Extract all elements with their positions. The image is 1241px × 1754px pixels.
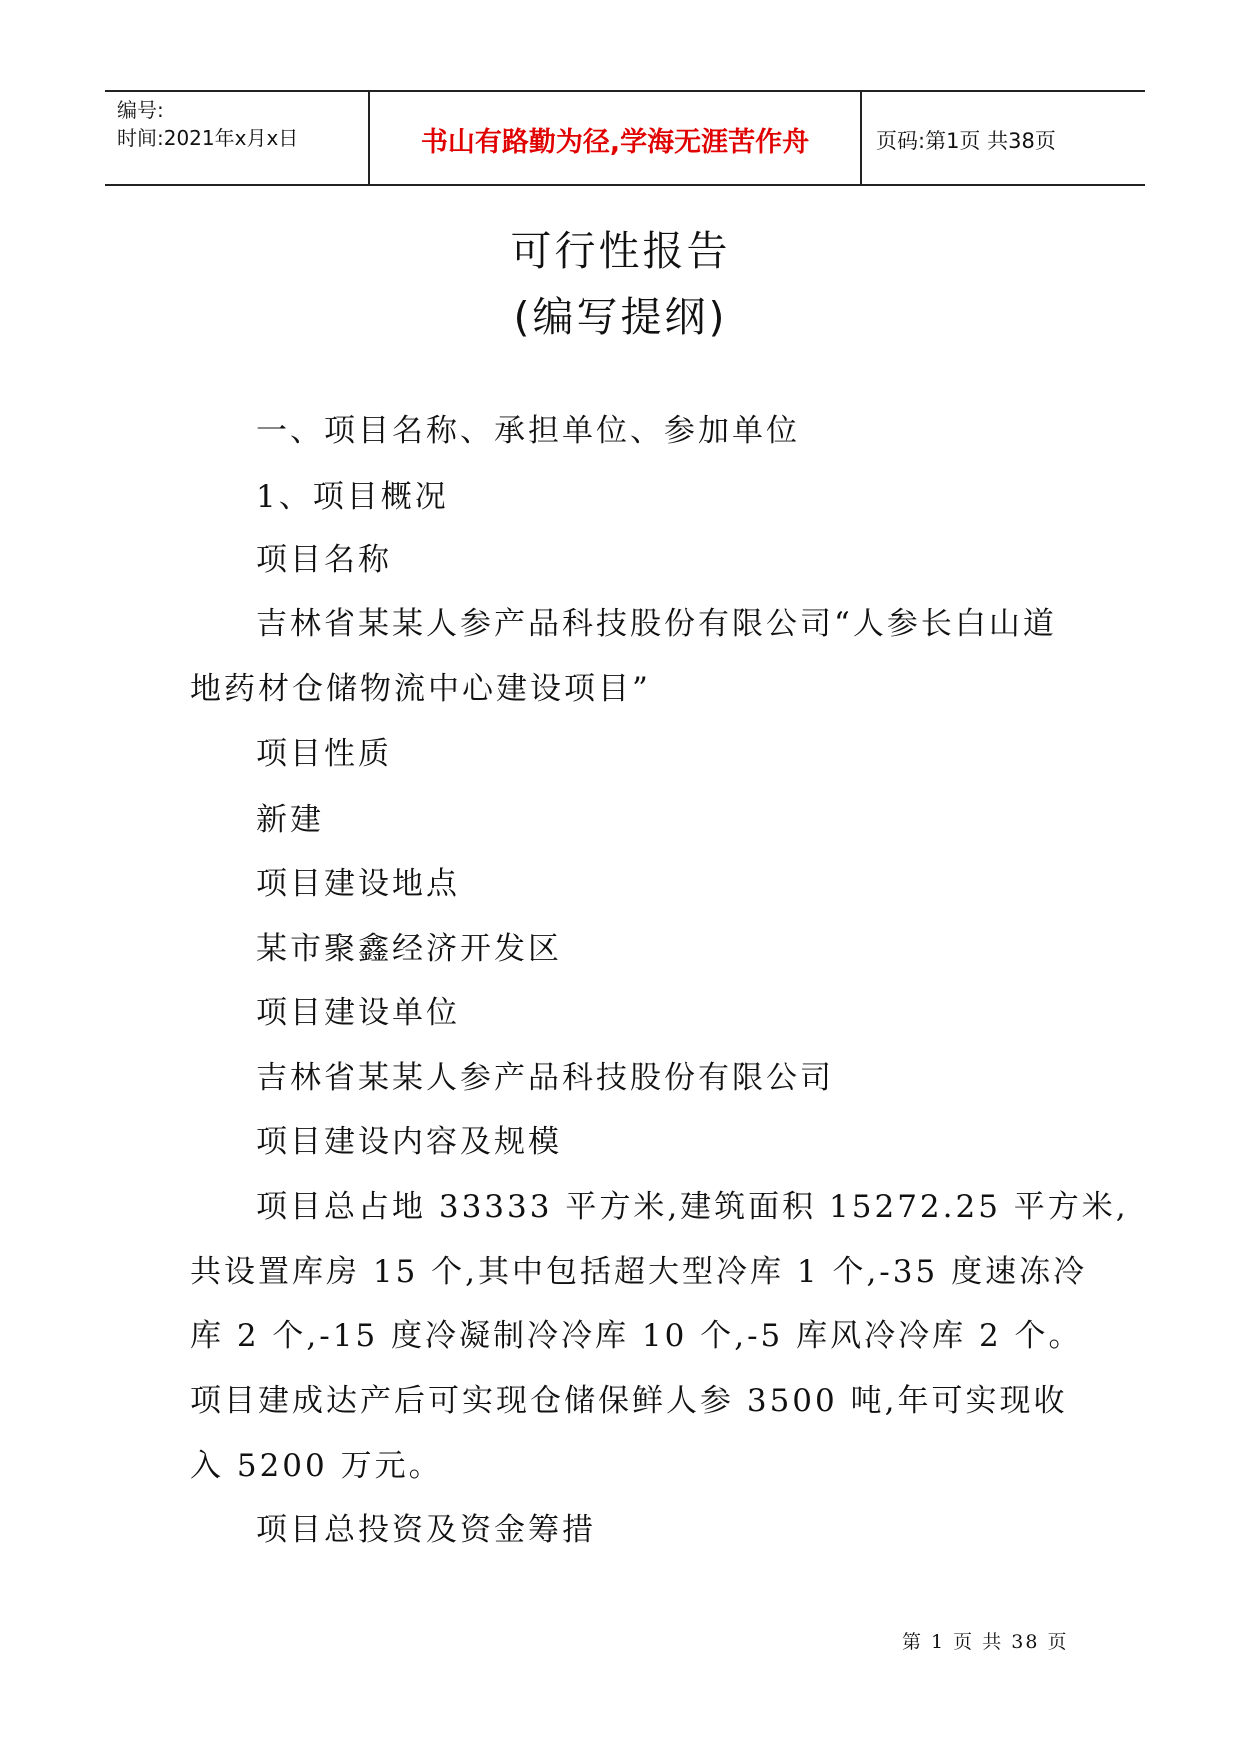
project-nature-label: 项目性质 [256, 736, 392, 772]
project-scope-text: 入 5200 万元。 [190, 1448, 443, 1484]
project-scope-text: 项目总占地 33333 平方米,建筑面积 15272.25 平方米, [256, 1189, 1129, 1225]
header-meta-cell [105, 92, 370, 184]
project-scope-text: 项目建成达产后可实现仓储保鲜人参 3500 吨,年可实现收 [190, 1383, 1068, 1419]
project-investment-label: 项目总投资及资金筹措 [256, 1512, 596, 1548]
project-nature-value: 新建 [256, 802, 324, 838]
page-footer-number: 第 1 页 共 38 页 [902, 1631, 1069, 1653]
project-unit-label: 项目建设单位 [256, 995, 460, 1031]
project-location-value: 某市聚鑫经济开发区 [256, 931, 562, 967]
section-heading: 一、项目名称、承担单位、参加单位 [256, 413, 800, 449]
motto-text: 书山有路勤为径,学海无涯苦作舟 [420, 127, 810, 158]
project-name-value: 吉林省某某人参产品科技股份有限公司“人参长白山道 [256, 606, 1057, 642]
document-title: 可行性报告 [510, 227, 731, 275]
header-page-cell [862, 92, 1145, 184]
document-subtitle: (编写提纲) [513, 293, 728, 341]
project-scope-text: 共设置库房 15 个,其中包括超大型冷库 1 个,-35 度速冻冷 [190, 1254, 1088, 1290]
project-scope-text: 库 2 个,-15 度冷凝制冷冷库 10 个,-5 库风冷冷库 2 个。 [190, 1318, 1083, 1354]
project-scope-label: 项目建设内容及规模 [256, 1124, 562, 1160]
project-unit-value: 吉林省某某人参产品科技股份有限公司 [256, 1060, 834, 1096]
project-name-label: 项目名称 [256, 542, 392, 578]
date-label: 时间:2021年x月x日 [117, 126, 299, 150]
project-location-label: 项目建设地点 [256, 866, 460, 902]
subsection-heading: 1、项目概况 [256, 479, 449, 515]
header-motto-cell [370, 92, 862, 184]
project-name-value-cont: 地药材仓储物流中心建设项目” [190, 671, 651, 707]
page-code: 页码:第1页 共38页 [876, 129, 1056, 153]
serial-label: 编号: [117, 98, 164, 122]
document-header [105, 90, 1145, 186]
